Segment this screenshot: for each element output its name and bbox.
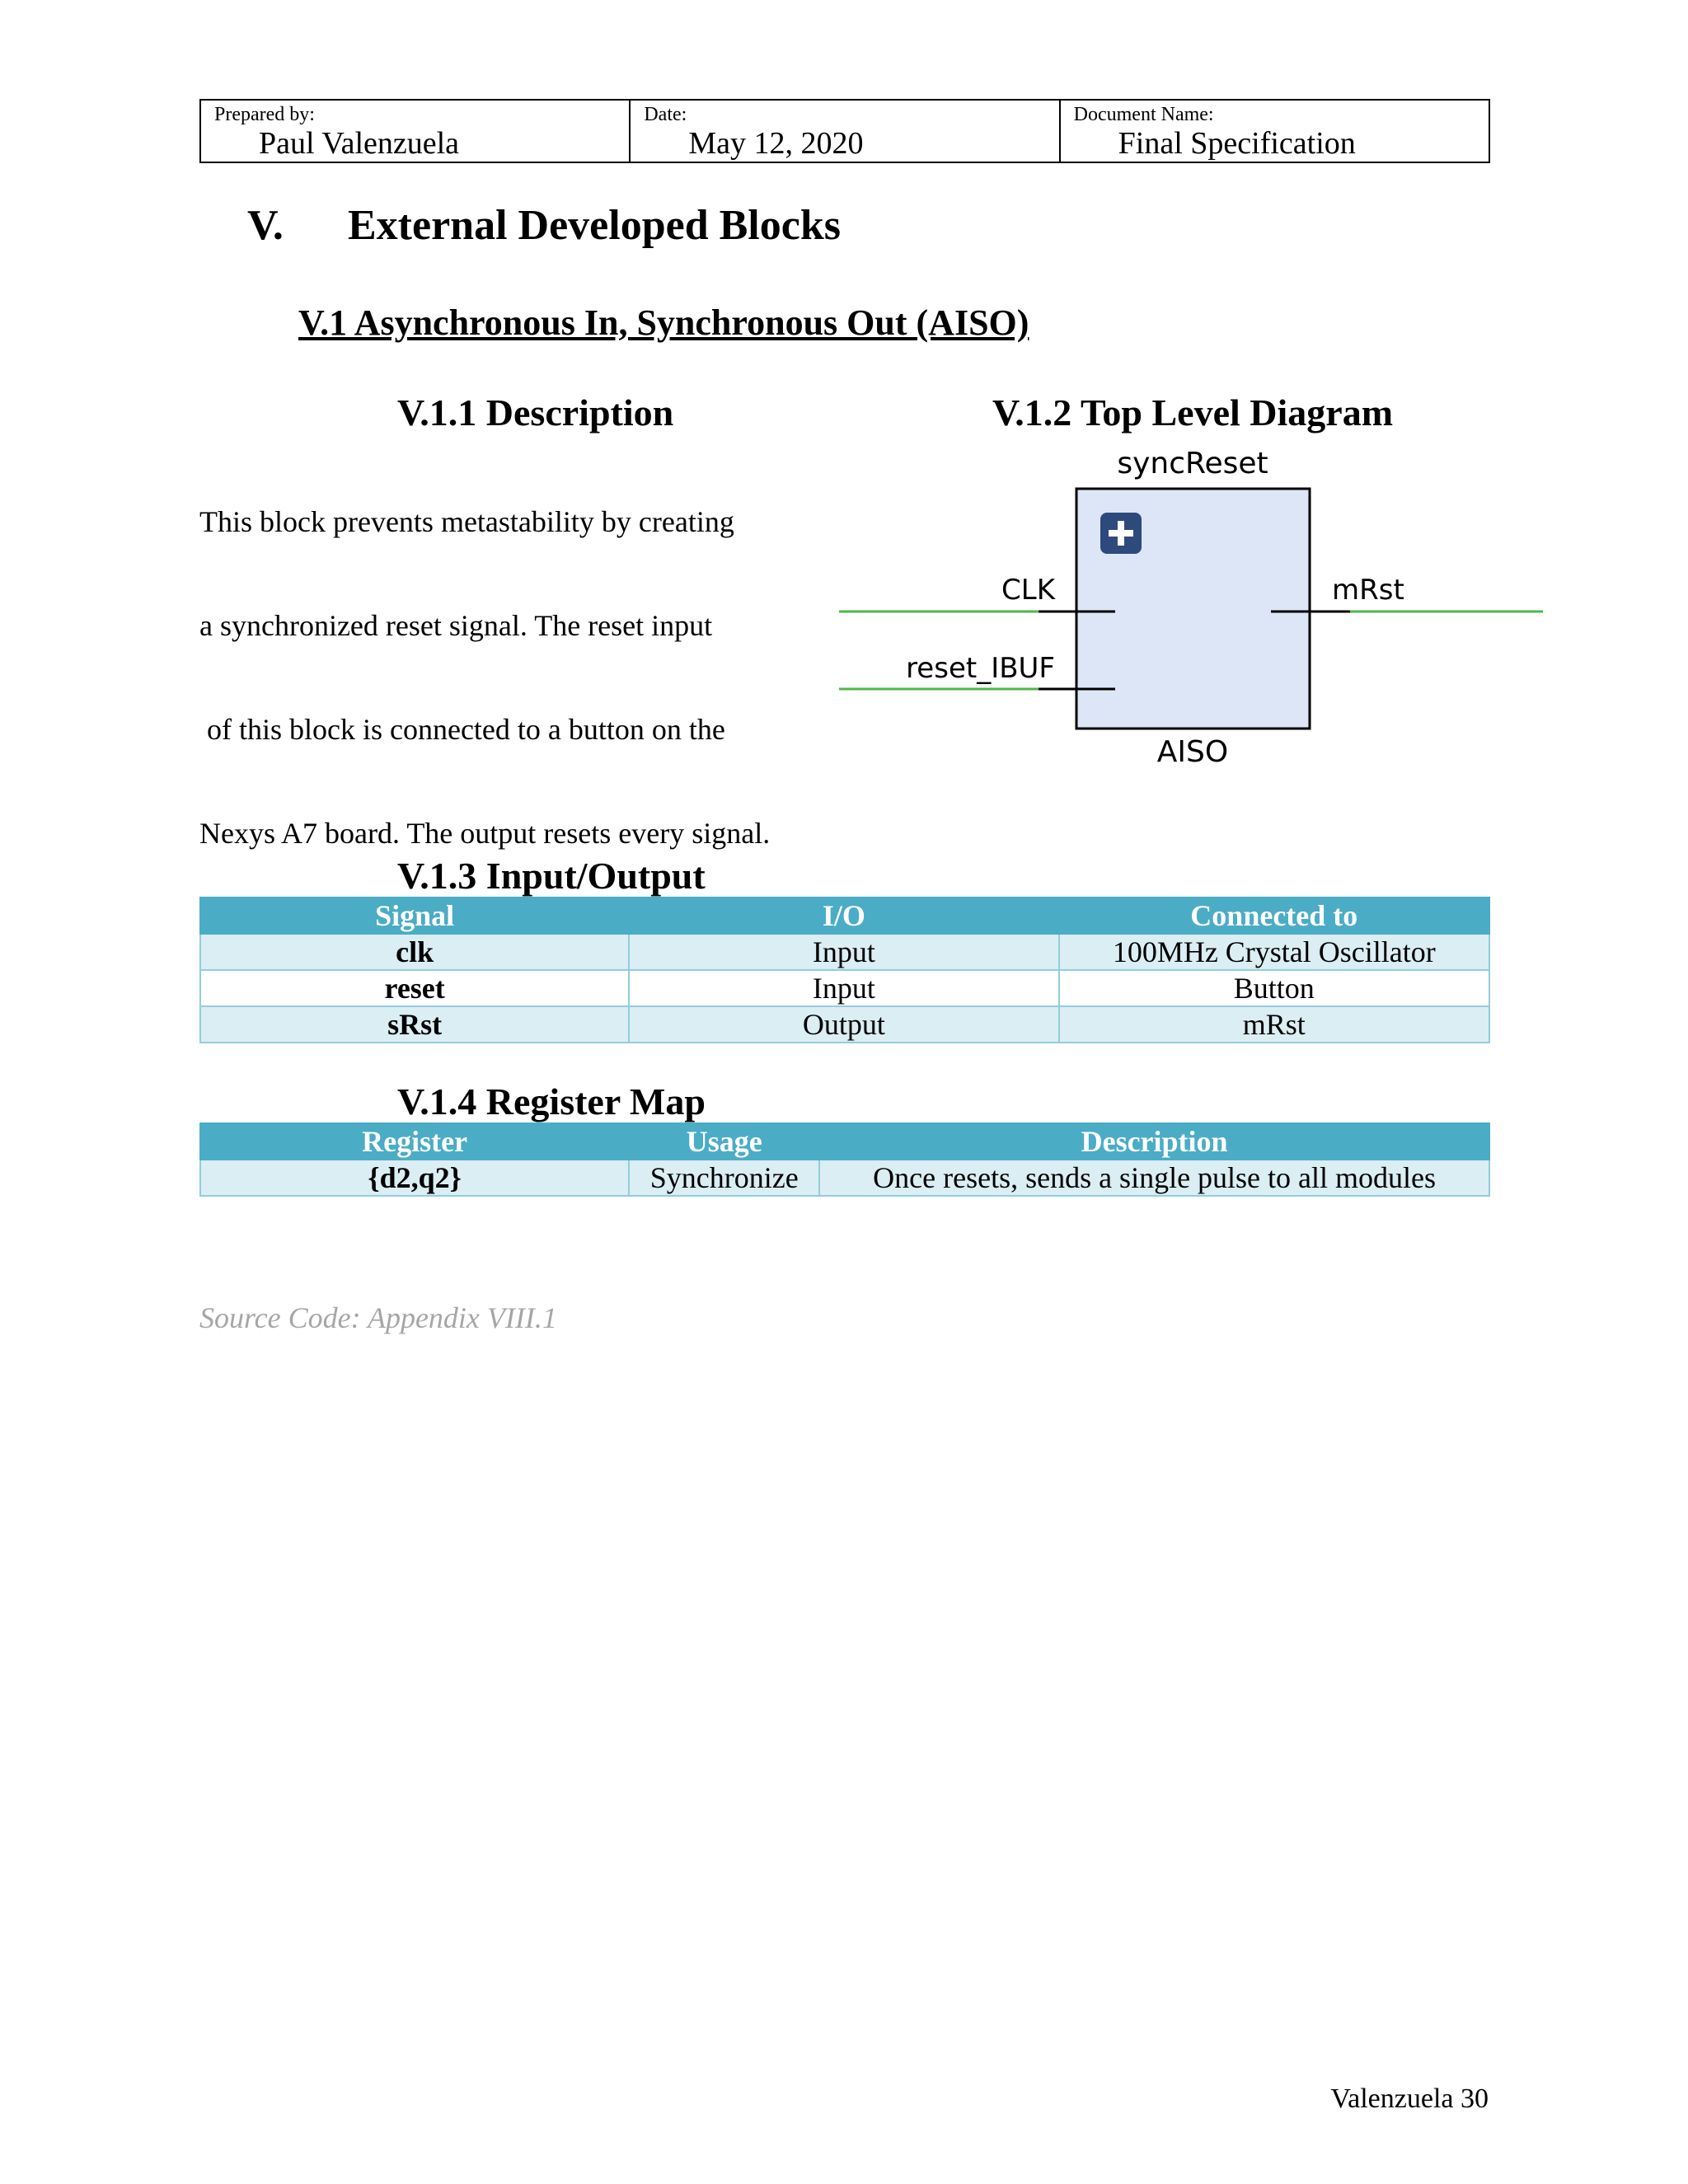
block-instance-label: syncReset <box>1117 447 1268 480</box>
connected-cell: 100MHz Crystal Oscillator <box>1059 934 1489 970</box>
column-header: Description <box>819 1123 1489 1160</box>
signal-cell: reset <box>200 970 629 1006</box>
description-line: a synchronized reset signal. The reset input <box>199 609 713 642</box>
description-line: of this block is connected to a button on the <box>199 713 725 746</box>
clk-pin-label: CLK <box>1001 574 1055 607</box>
register-cell: {d2,q2} <box>200 1160 629 1196</box>
table-row <box>200 1160 1489 1196</box>
io-table-header <box>200 898 1489 934</box>
mrst-pin-label: mRst <box>1332 574 1404 607</box>
description-cell: Once resets, sends a single pulse to all modules <box>819 1160 1489 1196</box>
document-name-label: Document Name: <box>1073 104 1214 125</box>
date-value: May 12, 2020 <box>688 126 864 161</box>
document-name-value: Final Specification <box>1118 126 1356 161</box>
usage-cell: Synchronize <box>629 1160 819 1196</box>
date-label: Date: <box>644 104 687 125</box>
io-table-heading: V.1.3 Input/Output <box>397 855 706 897</box>
column-header: Connected to <box>1059 898 1489 934</box>
io-cell: Output <box>629 1006 1058 1043</box>
page-footer: Valenzuela 30 <box>1330 2083 1489 2114</box>
diagram-heading: V.1.2 Top Level Diagram <box>992 391 1394 434</box>
document-name-cell <box>1061 101 1489 162</box>
table-row <box>200 934 1489 970</box>
date-cell <box>631 101 1060 162</box>
prepared-by-value: Paul Valenzuela <box>259 126 460 161</box>
io-cell: Input <box>629 934 1058 970</box>
io-table <box>199 897 1490 1043</box>
signal-cell: sRst <box>200 1006 629 1043</box>
subsection-title: V.1 Asynchronous In, Synchronous Out (AISO) <box>298 302 1029 343</box>
column-header: Usage <box>629 1123 819 1160</box>
table-row <box>200 970 1489 1006</box>
description-line: Nexys A7 board. The output resets every signal. <box>199 817 771 850</box>
description-heading: V.1.1 Description <box>397 391 674 434</box>
section-title: External Developed Blocks <box>348 202 841 249</box>
io-cell: Input <box>629 970 1058 1006</box>
column-header: Register <box>200 1123 629 1160</box>
column-header: Signal <box>200 898 629 934</box>
register-table <box>199 1122 1490 1197</box>
prepared-by-cell <box>201 101 631 162</box>
table-row <box>200 1006 1489 1043</box>
section-number: V. <box>247 202 284 249</box>
register-table-header <box>200 1123 1489 1160</box>
connected-cell: Button <box>1059 970 1489 1006</box>
signal-cell: clk <box>200 934 629 970</box>
column-header: I/O <box>629 898 1058 934</box>
description-line: This block prevents metastability by creating <box>199 505 734 538</box>
description-text <box>199 435 770 885</box>
source-code-note: Source Code: Appendix VIII.1 <box>199 1301 557 1334</box>
reset-pin-label: reset_IBUF <box>906 652 1055 685</box>
document-header <box>199 99 1490 163</box>
register-table-heading: V.1.4 Register Map <box>397 1080 706 1122</box>
connected-cell: mRst <box>1059 1006 1489 1043</box>
prepared-by-label: Prepared by: <box>214 104 315 125</box>
aiso-block-diagram <box>832 437 1558 775</box>
block-module-label: AISO <box>1156 735 1229 769</box>
expand-plus-icon[interactable] <box>1100 513 1142 554</box>
